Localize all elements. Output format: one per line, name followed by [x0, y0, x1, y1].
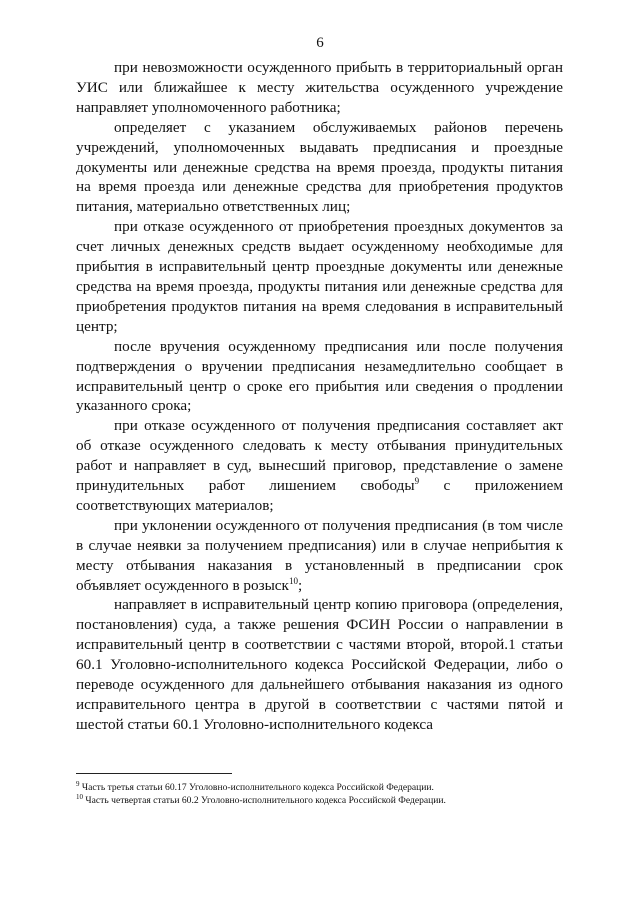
footnotes — [76, 781, 563, 807]
footnote-mark: 10 — [76, 793, 83, 801]
paragraph-text: при невозможности осужденного прибыть в территориальный орган УИС или ближайшее к месту жительства осужденного учреждение направляет уполномоченного работника; — [76, 59, 563, 116]
paragraph — [76, 217, 563, 336]
paragraph-text: после вручения осужденному предписания или после получения подтверждения о вручении предписания незамедлительно сообщает в исправительный центр о сроке его прибытия или сведения о продлении указанного срока; — [76, 337, 563, 415]
paragraph — [76, 118, 563, 218]
paragraph — [76, 516, 563, 596]
body-text — [76, 58, 563, 735]
paragraph-text: при отказе осужденного от приобретения проездных документов за счет личных денежных средств выдает осужденному необходимые для прибытия в исправительный центр проездные документы или денежные средства на время проезда, продукты питания или денежные средства для приобретения продуктов питания на время следования в исправительный центр; — [76, 218, 563, 335]
page-number: 6 — [316, 35, 324, 51]
paragraph — [76, 337, 563, 417]
footnote-mark: 9 — [76, 780, 80, 788]
paragraph — [76, 416, 563, 516]
footnote-ref-9: 9 — [414, 476, 420, 487]
footnote — [76, 794, 563, 807]
paragraph-text: при уклонении осужденного от получения предписания (в том числе в случае неявки за получением предписания) или в случае неприбытия к месту отбывания наказания в установленный в предписании срок объявляет осужденного в розыск — [76, 516, 563, 594]
footnote-text: Часть третья статьи 60.17 Уголовно-исполнительного кодекса Российской Федерации. — [79, 782, 434, 793]
paragraph-text: направляет в исправительный центр копию приговора (определения, постановления) суда, а также решения ФСИН России о направлении в исправительный центр в соответствии с частями второй, второй.1 статьи 60.1 Уголовно-исполнительного кодекса Российской Федерации, либо о переводе осужденного для дальнейшего отбывания наказания из одного исправительного центра в другой в соответствии с частями пятой и шестой статьи 60.1 Уголовно-исполнительного кодекса — [76, 596, 563, 733]
footnote-divider — [76, 773, 232, 774]
paragraph-tail: ; — [297, 576, 303, 594]
footnote — [76, 781, 563, 794]
paragraph-text: при отказе осужденного от получения предписания составляет акт об отказе осужденного следовать к месту отбывания принудительных работ и направляет в суд, вынесший приговор, представление о замене принудительных работ лишением свободы — [76, 417, 563, 495]
paragraph — [76, 58, 563, 118]
paragraph-text: определяет с указанием обслуживаемых районов перечень учреждений, уполномоченных выдавать предписания и проездные документы или денежные средства на время проезда, продукты питания на время проезда или денежные средства для приобретения продуктов питания, материально ответственных лиц; — [76, 118, 563, 216]
footnote-text: Часть четвертая статьи 60.2 Уголовно-исполнительного кодекса Российской Федерации. — [83, 795, 446, 806]
paragraph — [76, 595, 563, 734]
footnote-ref-10: 10 — [288, 575, 298, 586]
paragraph-tail: с приложением соответствующих материалов; — [76, 477, 564, 514]
